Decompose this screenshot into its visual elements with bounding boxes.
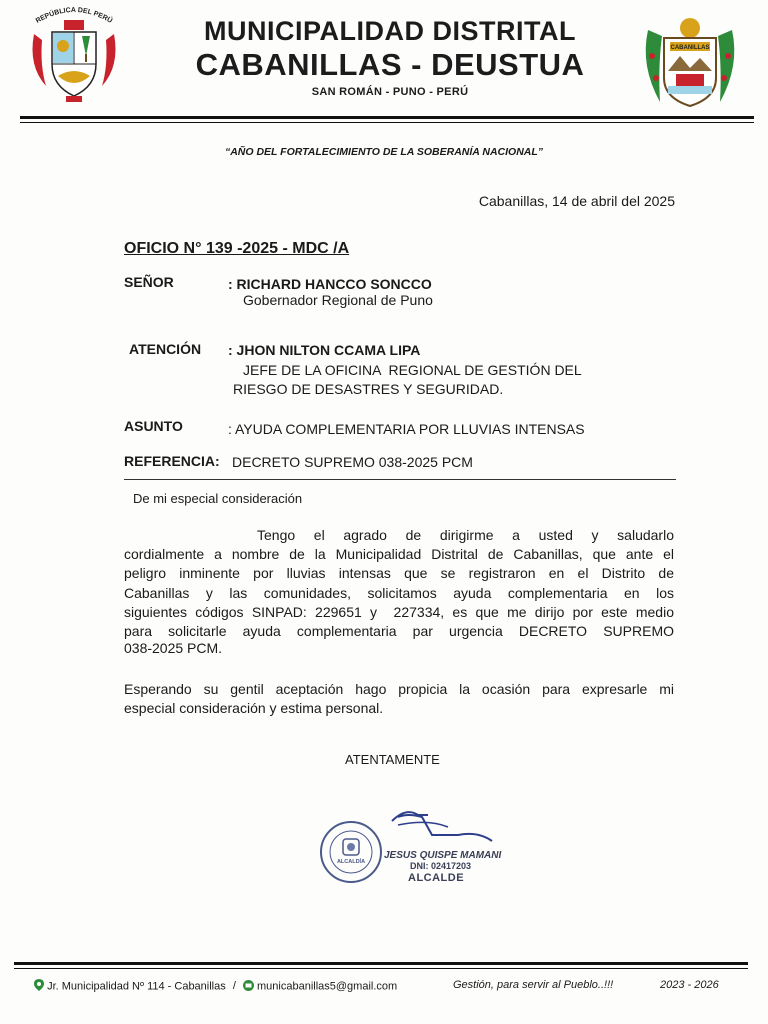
peru-coat-of-arms [26, 6, 122, 106]
asunto-value: : AYUDA COMPLEMENTARIA POR LLUVIAS INTENSAS [228, 421, 585, 437]
referencia-divider [124, 479, 676, 480]
footer-divider-thin [14, 968, 748, 969]
body-line-6: para solicitarle ayuda complementaria par urgencia DECRETO SUPREMO [124, 623, 674, 639]
official-stamp [318, 819, 384, 885]
body-line-3: peligro inminente por lluvias intensas que se registraron en el Distrito de [124, 565, 674, 581]
cabanillas-emblem [640, 16, 740, 112]
signatory-role: ALCALDE [408, 872, 465, 884]
email-icon [243, 980, 254, 994]
atencion-position-line1: JEFE DE LA OFICINA REGIONAL DE GESTIÓN DEL [243, 362, 582, 378]
footer-slogan: Gestión, para servir al Pueblo..!!! [453, 979, 614, 991]
closing-line-1: Esperando su gentil aceptación hago propicia la ocasión para expresarle mi [124, 681, 674, 697]
municipality-title-line2: CABANILLAS - DEUSTUA [195, 47, 585, 82]
municipality-location: SAN ROMÁN - PUNO - PERÚ [311, 86, 469, 98]
senor-position: Gobernador Regional de Puno [243, 292, 433, 308]
footer-address-block [34, 979, 397, 994]
senor-label: SEÑOR [124, 274, 174, 290]
handwritten-signature [388, 805, 498, 847]
footer-period: 2023 - 2026 [660, 979, 719, 991]
greeting: De mi especial consideración [133, 491, 303, 506]
atencion-name: : JHON NILTON CCAMA LIPA [228, 342, 421, 358]
oficio-number: OFICIO N° 139 -2025 - MDC /A [124, 240, 350, 257]
body-line-2: cordialmente a nombre de la Municipalidad Distrital de Cabanillas, que ante el [124, 546, 674, 562]
signoff: ATENTAMENTE [345, 752, 440, 767]
footer-separator: / [232, 980, 236, 993]
signatory-dni: DNI: 02417203 [410, 861, 472, 871]
right-seal-text: CABANILLAS [670, 45, 710, 51]
body-line-7: 038-2025 PCM. [124, 640, 223, 656]
atencion-position-line2: RIESGO DE DESASTRES Y SEGURIDAD. [233, 381, 504, 397]
closing-line-2: especial consideración y estima personal. [124, 700, 384, 716]
footer-divider-thick [14, 962, 748, 965]
location-pin-icon [34, 979, 44, 994]
body-line-5: siguientes códigos SINPAD: 229651 y 227334, es que me dirijo por este medio [124, 604, 674, 620]
municipality-title-line1: MUNICIPALIDAD DISTRITAL [204, 16, 576, 46]
stamp-text: ALCALDÍA [336, 859, 366, 865]
footer-email[interactable]: municabanillas5@gmail.com [257, 980, 398, 993]
header-divider-thin [20, 122, 754, 123]
year-motto: “AÑO DEL FORTALECIMIENTO DE LA SOBERANÍA NACIONAL” [224, 146, 544, 158]
senor-name: : RICHARD HANCCO SONCCO [228, 276, 432, 292]
atencion-label: ATENCIÓN [129, 341, 202, 357]
left-seal-text: REPÚBLICA DEL PERÚ [34, 6, 114, 25]
referencia-label: REFERENCIA: [124, 453, 220, 469]
header-divider-thick [20, 116, 754, 119]
asunto-label: ASUNTO [124, 418, 183, 434]
letter-date: Cabanillas, 14 de abril del 2025 [478, 193, 675, 209]
referencia-value: DECRETO SUPREMO 038-2025 PCM [232, 454, 473, 470]
body-line-1: Tengo el agrado de dirigirme a usted y saludarlo [257, 527, 674, 543]
footer-address: Jr. Municipalidad Nº 114 - Cabanillas [47, 980, 226, 993]
body-line-4: Cabanillas y las comunidades, solicitamos ayuda complementaria en los [124, 585, 674, 601]
signatory-name: JESUS QUISPE MAMANI [384, 850, 502, 861]
